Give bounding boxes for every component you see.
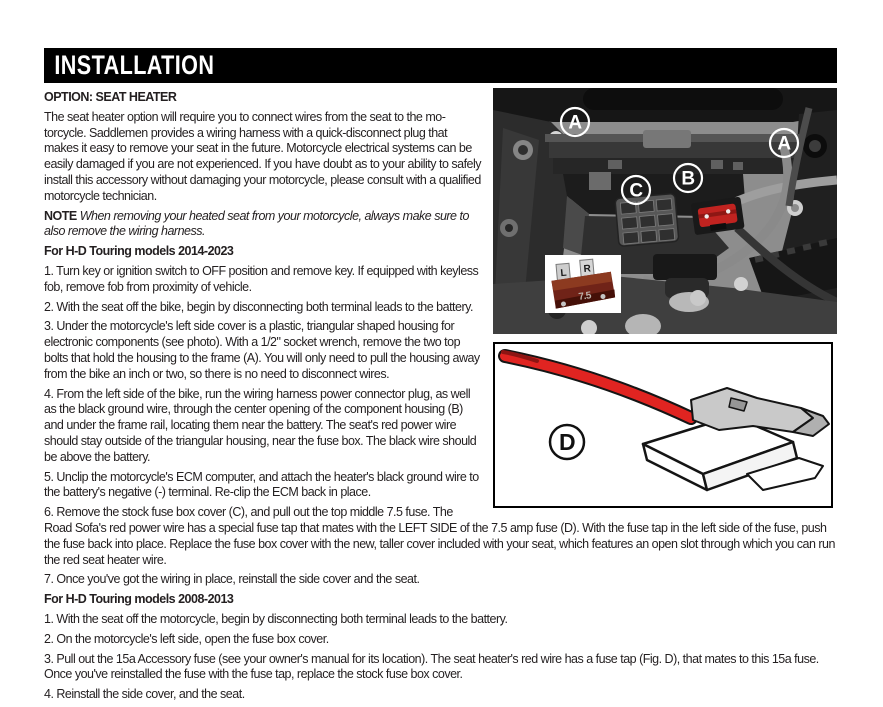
step-item: 4. From the left side of the bike, run the wiring harness power connector plug, as well as the black ground wire, through the center opening of the component housing (B) and under the frame rail, locating them near the battery. The seat's red power wire should stay outside of the triangular housing, near the fuse box. The black wire should be above the battery. <box>44 386 477 464</box>
fuse-inset <box>545 255 621 313</box>
note-text: When removing your heated seat from your motorcycle, always make sure to also remove the wiring harness. <box>44 208 469 239</box>
step-item: 2. On the motorcycle's left side, open the fuse box cover. <box>44 631 329 646</box>
step-item: 2. With the seat off the bike, begin by disconnecting both terminal leads to the battery. <box>44 299 473 314</box>
section-heading-2014-2023: For H-D Touring models 2014-2023 <box>44 244 234 259</box>
note-label: NOTE <box>44 208 77 223</box>
svg-text:A: A <box>568 112 582 134</box>
option-heading: OPTION: SEAT HEATER <box>44 90 177 104</box>
intro-paragraph: The seat heater option will require you to connect wires from the seat to the mo-torcycle. Saddlemen provides a wiring harness with a quick-disconnect plug that makes it easy to remove your seat in the future. Motorcycle electrical systems can be easily damaged if you are not experienced. If you have doubt as to your ability to safely install this accessory without damaging your motorcycle, please consult with a qualified motorcycle technician. <box>44 109 482 203</box>
instruction-content <box>44 90 837 703</box>
manual-page <box>44 48 837 707</box>
fuse-right-tab-label: R <box>583 263 591 276</box>
step-item: 3. Pull out the 15a Accessory fuse (see your owner's manual for its location). The seat heater's red wire has a fuse tap (Fig. D), that mates to this 15a fuse. Once you've reinstalled the fuse with the fuse tap, replace the stock fuse box cover. <box>44 651 819 682</box>
step-item: 4. Reinstall the side cover, and the seat. <box>44 687 245 702</box>
diagram-illustration <box>495 344 831 506</box>
fuse-tap-diagram <box>493 342 833 508</box>
svg-text:C: C <box>629 180 643 202</box>
fuse-left-tab-label: L <box>560 267 567 280</box>
section-heading-2008-2013: For H-D Touring models 2008-2013 <box>44 592 234 607</box>
step-item: 7. Once you've got the wiring in place, reinstall the side cover and the seat. <box>44 572 420 587</box>
step-item: 3. Under the motorcycle's left side cover is a plastic, triangular shaped housing for electronic components (see photo). With a 1/2" socket wrench, remove the two top bolts that hold the housing to the frame (A). You will only need to pull the housing away from the bike an inch or two, so there is no need to disconnect wires. <box>44 319 480 381</box>
red-wire <box>503 352 691 418</box>
callout-D <box>550 425 584 459</box>
photo-illustration <box>493 88 837 334</box>
step-item: 1. Turn key or ignition switch to OFF position and remove key. If equipped with keyless fob, remove fob from proximity of vehicle. <box>44 263 479 294</box>
section-title-bar <box>44 48 837 83</box>
svg-text:B: B <box>681 168 695 190</box>
step-item: 6. Remove the stock fuse box cover (C), and pull out the top middle 7.5 fuse. The Road Sofa's red power wire has a special fuse tap that mates with the LEFT SIDE of the 7.5 amp fuse (D). With the fuse tap in the left side of the fuse, push the fuse back into place. Replace the fuse box cover with the new, taller cover included with your seat, which features an open slot through which you can run the red seat heater wire. <box>44 505 835 567</box>
fuse-amp-label: 7.5 <box>577 290 592 303</box>
svg-text:A: A <box>777 133 791 155</box>
step-item: 5. Unclip the motorcycle's ECM computer, and attach the heater's black ground wire to the battery's negative (-) terminal. Re-clip the ECM back in place. <box>44 469 479 500</box>
page-title: INSTALLATION <box>54 50 215 80</box>
step-item: 1. With the seat off the motorcycle, begin by disconnecting both terminal leads to the battery. <box>44 611 508 626</box>
figure-column <box>493 88 837 508</box>
fuse-box <box>615 193 679 246</box>
svg-text:D: D <box>558 429 576 455</box>
installation-photo <box>493 88 837 334</box>
